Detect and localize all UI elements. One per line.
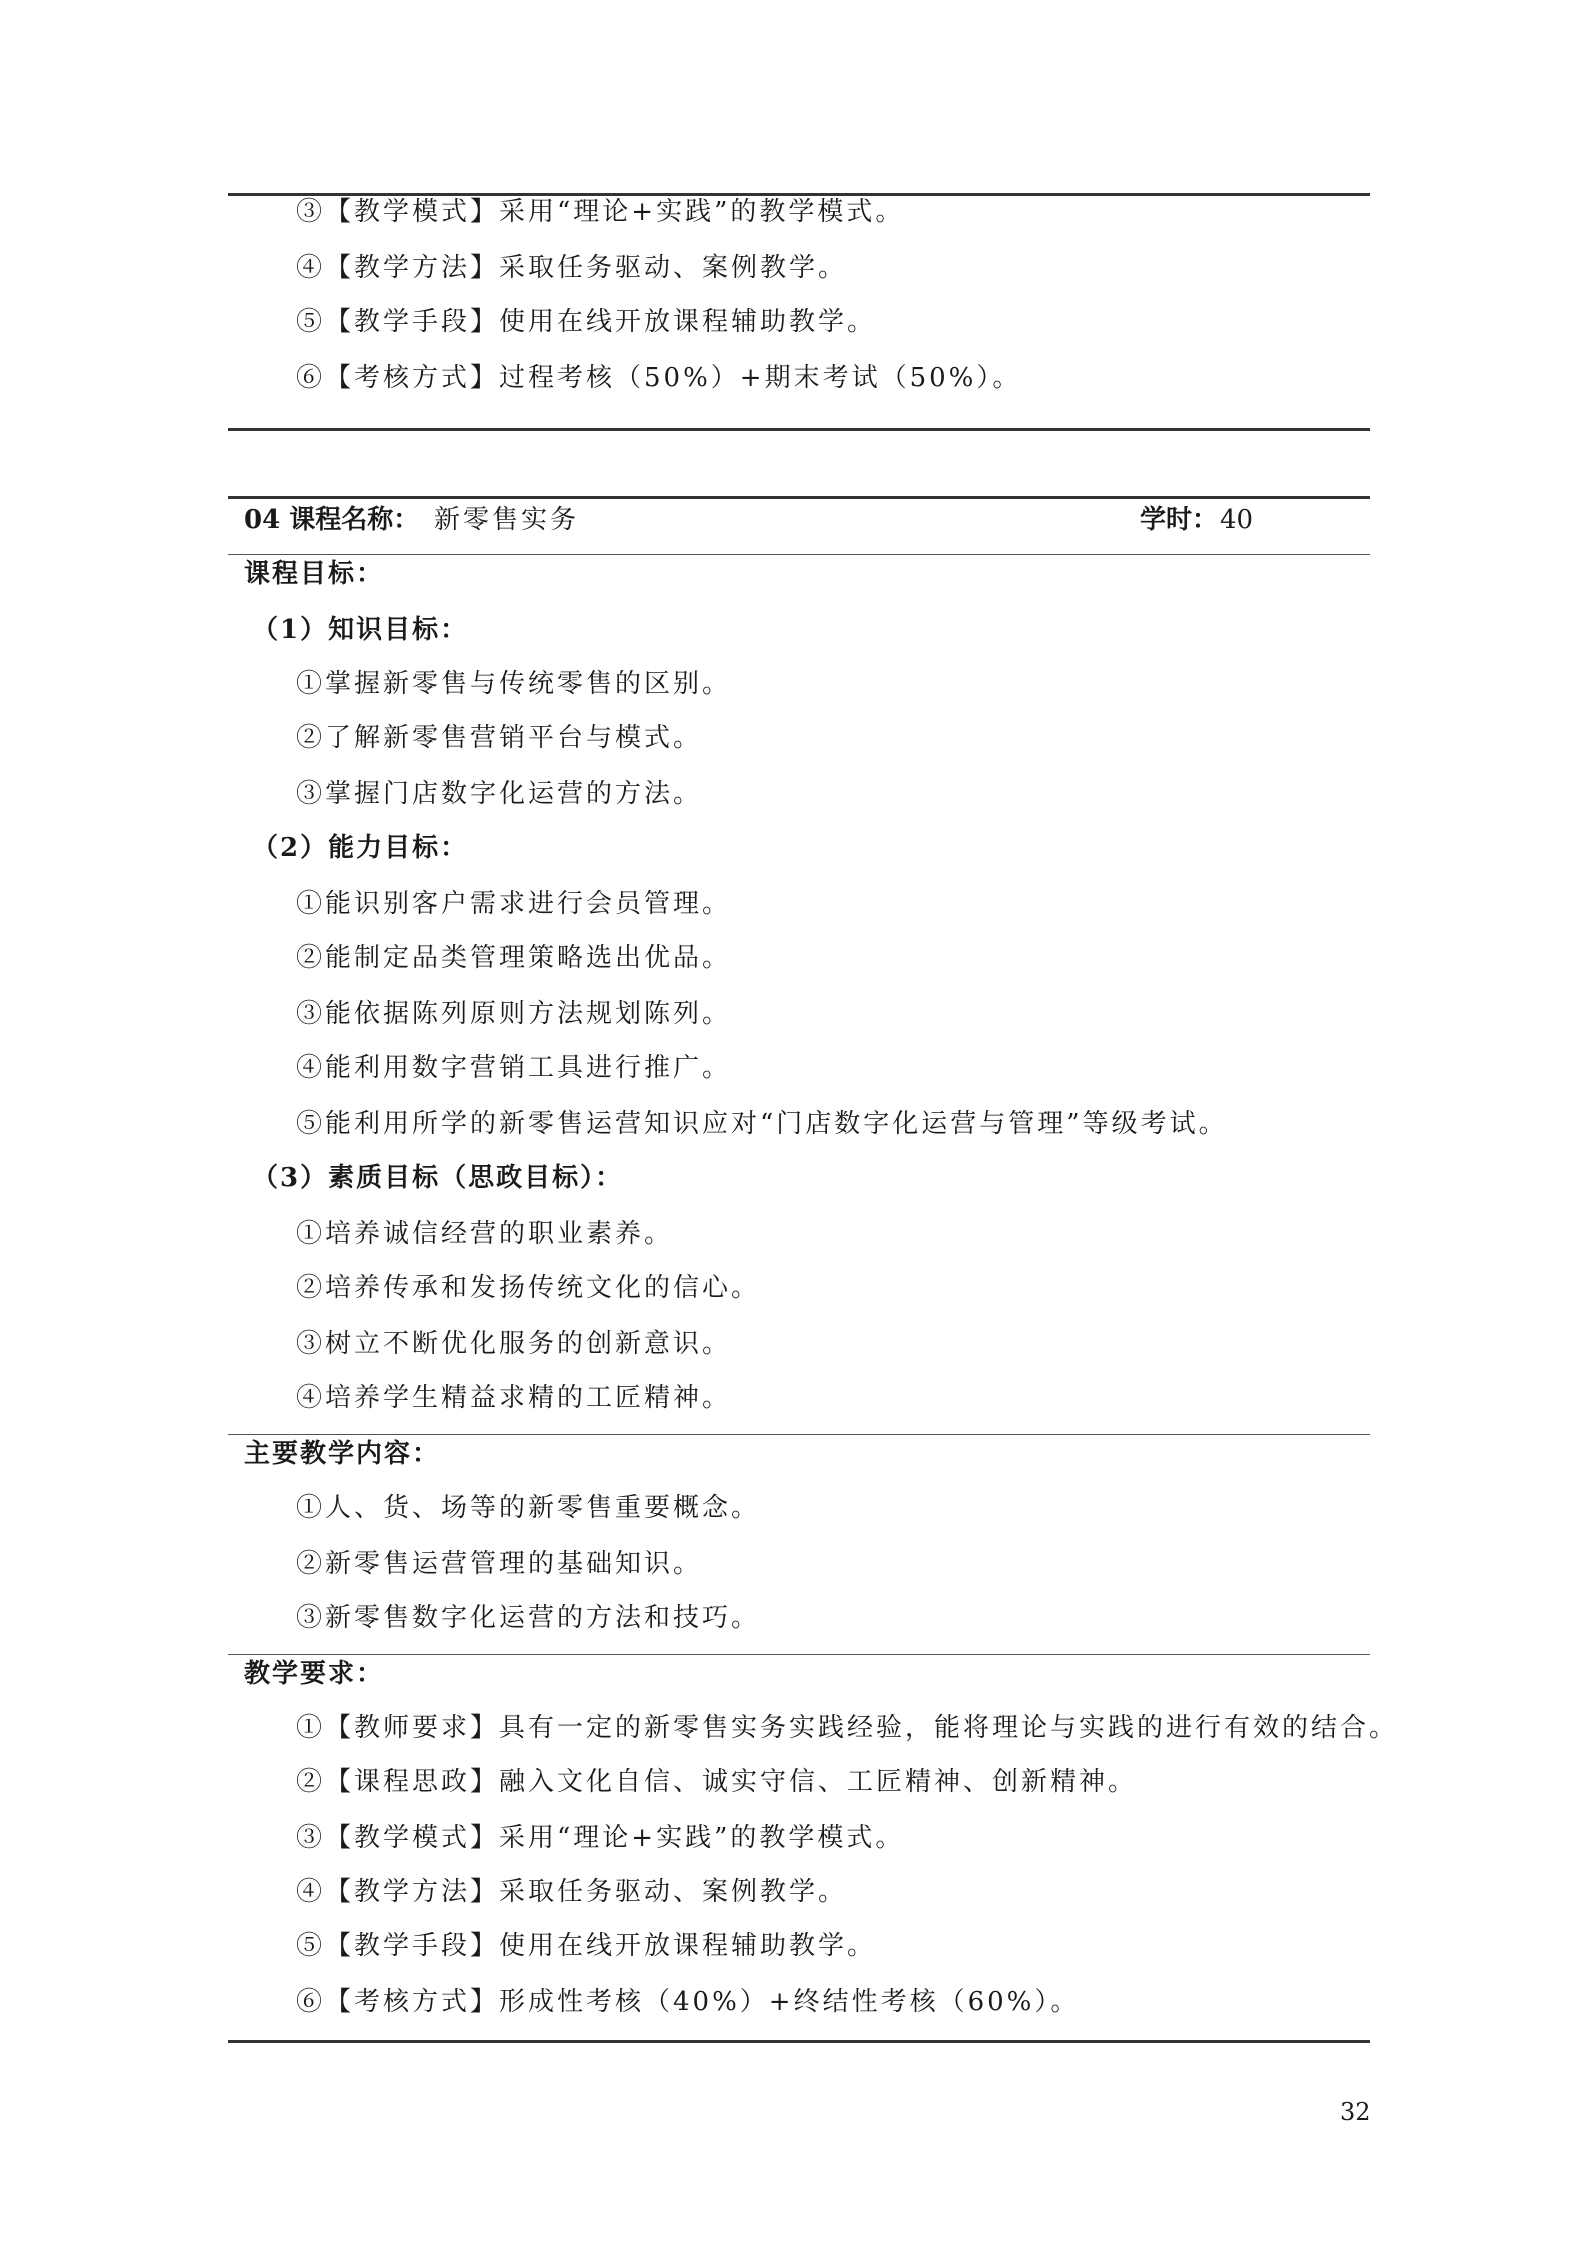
content-item: ①人、货、场等的新零售重要概念。 [296, 1493, 761, 1523]
ability-item: ⑤能利用所学的新零售运营知识应对“门店数字化运营与管理”等级考试。 [296, 1109, 1228, 1139]
quality-item: ①培养诚信经营的职业素养。 [296, 1219, 674, 1249]
ability-item: ②能制定品类管理策略选出优品。 [296, 943, 732, 973]
requirement-item: ⑤【教学手段】使用在线开放课程辅助教学。 [296, 1931, 877, 1961]
content-label: 主要教学内容： [244, 1439, 441, 1469]
quality-item: ③树立不断优化服务的创新意识。 [296, 1329, 732, 1359]
course-top-rule [228, 496, 1370, 499]
header-rule [228, 554, 1370, 555]
requirement-item: ③【教学模式】采用“理论+实践”的教学模式。 [296, 1823, 905, 1853]
section-rule [228, 1434, 1370, 1435]
content-item: ③新零售数字化运营的方法和技巧。 [296, 1603, 761, 1633]
ability-item: ④能利用数字营销工具进行推广。 [296, 1053, 732, 1083]
table-bottom-rule [228, 428, 1370, 431]
prev-item: ④【教学方法】采取任务驱动、案例教学。 [296, 253, 848, 283]
content-item: ②新零售运营管理的基础知识。 [296, 1549, 703, 1579]
knowledge-label: （1）知识目标： [252, 615, 469, 645]
ability-label: （2）能力目标： [252, 833, 469, 863]
course-name: 新零售实务 [434, 505, 580, 535]
objectives-label: 课程目标： [244, 559, 385, 589]
requirement-item: ②【课程思政】融入文化自信、诚实守信、工匠精神、创新精神。 [296, 1767, 1138, 1797]
ability-item: ①能识别客户需求进行会员管理。 [296, 889, 732, 919]
prev-item: ③【教学模式】采用“理论+实践”的教学模式。 [296, 197, 905, 227]
course-hours: 40 [1220, 505, 1254, 535]
requirement-item: ⑥【考核方式】形成性考核（40%）+终结性考核（60%）。 [296, 1987, 1080, 2017]
quality-item: ②培养传承和发扬传统文化的信心。 [296, 1273, 761, 1303]
requirements-label: 教学要求： [244, 1659, 385, 1689]
knowledge-item: ②了解新零售营销平台与模式。 [296, 723, 703, 753]
page-number: 32 [1340, 2098, 1371, 2126]
requirement-item: ①【教师要求】具有一定的新零售实务实践经验，能将理论与实践的进行有效的结合。 [296, 1713, 1399, 1743]
section-rule [228, 1654, 1370, 1655]
quality-item: ④培养学生精益求精的工匠精神。 [296, 1383, 732, 1413]
course-bottom-rule [228, 2040, 1370, 2043]
prev-item: ⑥【考核方式】过程考核（50%）+期末考试（50%）。 [296, 363, 1022, 393]
knowledge-item: ③掌握门店数字化运营的方法。 [296, 779, 703, 809]
requirement-item: ④【教学方法】采取任务驱动、案例教学。 [296, 1877, 848, 1907]
quality-label: （3）素质目标（思政目标）： [252, 1163, 624, 1193]
course-hours-label: 学时： [1140, 505, 1219, 535]
ability-item: ③能依据陈列原则方法规划陈列。 [296, 999, 732, 1029]
course-number-label: 04 课程名称： [244, 505, 420, 535]
prev-item: ⑤【教学手段】使用在线开放课程辅助教学。 [296, 307, 877, 337]
knowledge-item: ①掌握新零售与传统零售的区别。 [296, 669, 732, 699]
